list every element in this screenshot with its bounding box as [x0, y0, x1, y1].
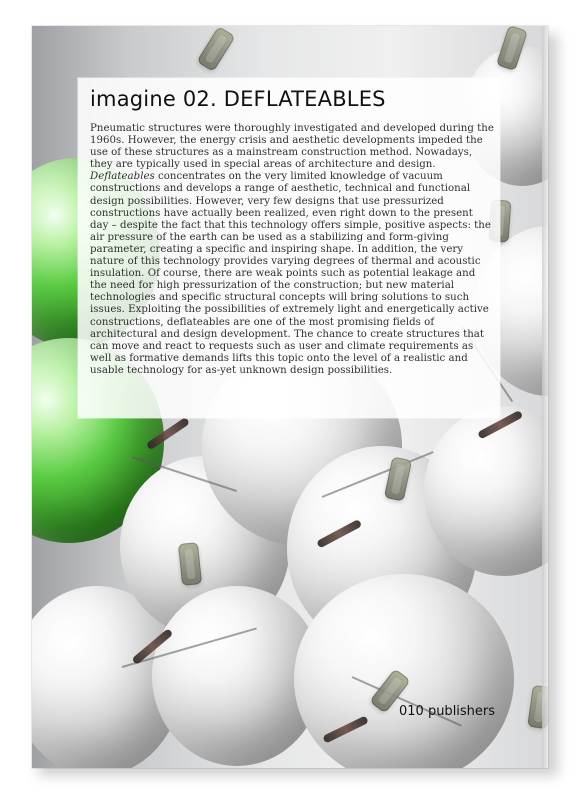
- book-description: [90, 123, 494, 377]
- publisher-name: 010 publishers: [399, 704, 496, 719]
- book-title: imagine 02. DEFLATEABLES: [90, 87, 386, 111]
- description-part-2: concentrates on the very limited knowledge of vacuum constructions and develops a range of aesthetic, technical and functional design possibilities. However, very few designs that use pressurized constructions have actually been realized, even right down to the present day – despite the fact that this technology offers simple, positive aspects: the air pressure of the earth can be used as a stabilizing and form-giving parameter, creating a specific and inspiring shape. In addition, the very nature of this technology provides varying degrees of thermal and acoustic insulation. Of course, there are weak points such as potential leakage and the need for high pressurization of the construction; but new material technologies and specific structural concepts will bring solutions to such issues. Exploiting the possibilities of extremely light and energetically active constructions, deflateables are one of the most promising fields of architectural and design development. The chance to create structures that can move and react to requests such as user and climate requirements as well as formative demands lifts this topic onto the level of a realistic and usable technology for as-yet unknown design possibilities.: [90, 171, 491, 376]
- air-valve-photo: [178, 542, 202, 586]
- description-emphasis: Deflateables: [90, 171, 155, 183]
- description-part-1: Pneumatic structures were thoroughly investigated and developed during the 1960s. However, the energy crisis and aesthetic developments impeded the use of these structures as a mainstream construction method. Nowadays, they are typically used in special areas of architecture and design.: [90, 123, 494, 171]
- book-cover: [32, 26, 548, 768]
- air-valve-photo: [196, 26, 235, 72]
- book-edge: [542, 26, 548, 768]
